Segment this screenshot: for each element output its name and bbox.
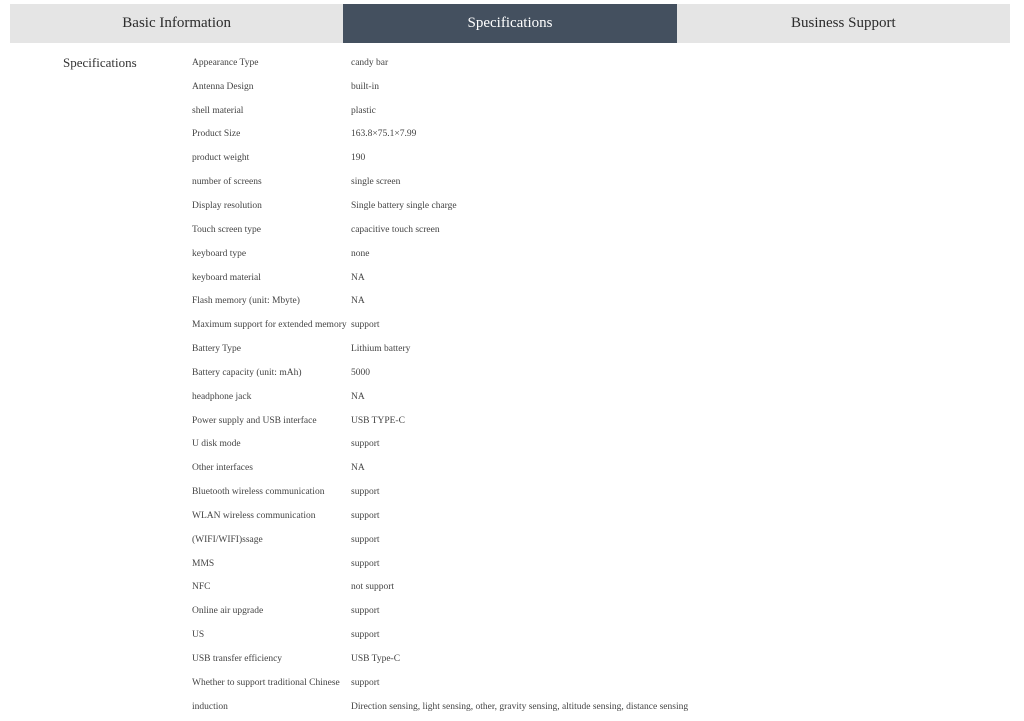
spec-value: 5000 — [351, 367, 370, 378]
spec-value: plastic — [351, 105, 376, 116]
spec-key: Flash memory (unit: Mbyte) — [192, 296, 300, 307]
spec-key: USB transfer efficiency — [192, 654, 283, 665]
tab-basic-information[interactable]: Basic Information — [122, 15, 232, 31]
tab-business-support[interactable]: Business Support — [791, 15, 896, 31]
spec-row — [192, 385, 952, 409]
spec-value: USB Type-C — [351, 654, 401, 665]
spec-value: support — [351, 439, 380, 450]
spec-key: Battery capacity (unit: mAh) — [192, 367, 302, 378]
spec-row — [192, 266, 952, 290]
spec-value: support — [351, 677, 380, 688]
spec-row — [192, 409, 952, 433]
spec-row — [192, 75, 952, 99]
spec-value: support — [351, 320, 380, 331]
spec-value: support — [351, 606, 380, 617]
spec-row — [192, 647, 952, 671]
spec-value: capacitive touch screen — [351, 224, 440, 235]
spec-value: support — [351, 487, 380, 498]
spec-key: MMS — [192, 558, 215, 569]
spec-row — [192, 242, 952, 266]
spec-key: Maximum support for extended memory — [192, 320, 347, 331]
tab-bar — [10, 4, 1010, 43]
spec-key: U disk mode — [192, 439, 241, 450]
spec-row — [192, 51, 952, 75]
spec-key: Product Size — [192, 129, 241, 140]
spec-key: Whether to support traditional Chinese — [192, 677, 340, 688]
spec-key: shell material — [192, 105, 244, 116]
spec-key: (WIFI/WIFI)ssage — [192, 534, 263, 545]
spec-key: Other interfaces — [192, 463, 253, 474]
spec-row — [192, 480, 952, 504]
spec-key: keyboard type — [192, 248, 247, 259]
spec-row — [192, 576, 952, 600]
spec-value: NA — [351, 391, 365, 402]
spec-key: Bluetooth wireless communication — [192, 487, 325, 498]
spec-value: 163.8×75.1×7.99 — [351, 129, 417, 140]
spec-value: 190 — [351, 153, 366, 164]
spec-value: candy bar — [351, 57, 389, 68]
spec-row — [192, 361, 952, 385]
section-title: Specifications — [63, 55, 137, 70]
spec-key: keyboard material — [192, 272, 261, 283]
spec-key: product weight — [192, 153, 250, 164]
spec-row — [192, 456, 952, 480]
spec-key: Online air upgrade — [192, 606, 264, 617]
spec-value: support — [351, 510, 380, 521]
spec-key: WLAN wireless communication — [192, 510, 316, 521]
spec-row — [192, 170, 952, 194]
spec-value: Single battery single charge — [351, 200, 457, 211]
spec-value: NA — [351, 272, 365, 283]
spec-key: Battery Type — [192, 344, 242, 355]
spec-row — [192, 599, 952, 623]
spec-key: Antenna Design — [192, 81, 254, 92]
spec-row — [192, 623, 952, 647]
spec-key: Power supply and USB interface — [192, 415, 317, 426]
spec-row — [192, 99, 952, 123]
spec-value: support — [351, 630, 380, 641]
spec-row — [192, 528, 952, 552]
spec-key: US — [192, 630, 205, 641]
spec-key: headphone jack — [192, 391, 252, 402]
spec-row — [192, 123, 952, 147]
spec-value: built-in — [351, 81, 379, 92]
spec-value: single screen — [351, 177, 401, 188]
tab-specifications[interactable]: Specifications — [343, 4, 676, 43]
spec-value: NA — [351, 296, 365, 307]
spec-value: not support — [351, 582, 395, 593]
spec-row — [192, 671, 952, 695]
spec-table — [192, 51, 952, 719]
spec-key: Appearance Type — [192, 57, 259, 68]
spec-value: Lithium battery — [351, 344, 411, 355]
spec-key: Touch screen type — [192, 224, 261, 235]
spec-key: NFC — [192, 582, 211, 593]
spec-value: Direction sensing, light sensing, other, gravity sensing, altitude sensing, distance sensing — [351, 701, 689, 712]
spec-row — [192, 289, 952, 313]
spec-row — [192, 146, 952, 170]
spec-row — [192, 552, 952, 576]
spec-row — [192, 313, 952, 337]
spec-key: number of screens — [192, 177, 262, 188]
spec-value: support — [351, 534, 380, 545]
spec-value: USB TYPE-C — [351, 415, 405, 426]
spec-value: support — [351, 558, 380, 569]
spec-row — [192, 337, 952, 361]
spec-key: induction — [192, 701, 228, 712]
spec-row — [192, 695, 952, 719]
spec-row — [192, 504, 952, 528]
spec-key: Display resolution — [192, 200, 262, 211]
spec-row — [192, 194, 952, 218]
spec-row — [192, 433, 952, 457]
spec-row — [192, 218, 952, 242]
spec-value: none — [351, 248, 370, 259]
spec-value: NA — [351, 463, 365, 474]
